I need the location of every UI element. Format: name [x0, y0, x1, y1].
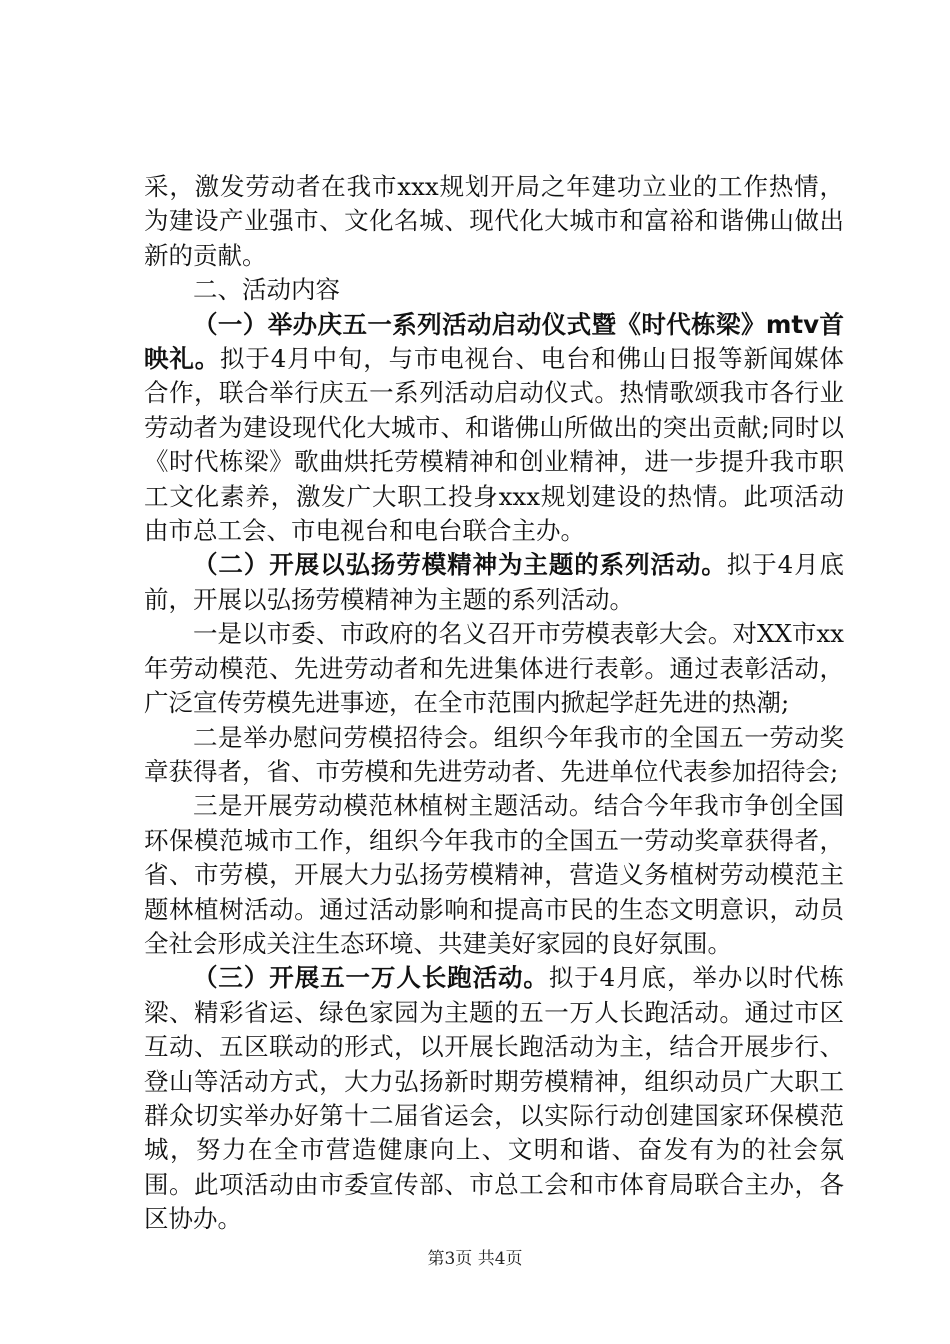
paragraph-text: 采，激发劳动者在我市xxx规划开局之年建功立业的工作热情，为建设产业强市、文化名城、现代化大城市和富裕和谐佛山做出新的贡献。	[144, 172, 844, 270]
paragraph-subitem-3	[144, 789, 844, 961]
paragraph-intro-continued	[144, 170, 844, 273]
page-number-label: 第3页 共4页	[427, 1249, 523, 1269]
paragraph-text: 一是以市委、市政府的名义召开市劳模表彰大会。对XX市xx年劳动模范、先进劳动者和先进集体进行表彰。通过表彰活动，广泛宣传劳模先进事迹，在全市范围内掀起学赶先进的热潮;	[144, 619, 844, 718]
paragraph-item-1	[144, 308, 844, 549]
section-heading-activity-content	[144, 273, 844, 307]
paragraph-subitem-2	[144, 721, 844, 790]
paragraph-text: 拟于4月中旬，与市电视台、电台和佛山日报等新闻媒体合作，联合举行庆五一系列活动启动仪式。热情歌颂我市各行业劳动者为建设现代化大城市、和谐佛山所做出的突出贡献;同时以《时代栋梁》歌曲烘托劳模精神和创业精神，进一步提升我市职工文化素养，激发广大职工投身xxx规划建设的热情。此项活动由市总工会、市电视台和电台联合主办。	[144, 344, 844, 546]
paragraph-subitem-1	[144, 617, 844, 720]
section-heading-text: 二、活动内容	[193, 275, 340, 305]
paragraph-bold-lead: （一）举办庆五一系列活动启动仪式暨《时代栋梁》mtv首映礼。	[144, 309, 844, 374]
paragraph-item-2	[144, 548, 844, 617]
paragraph-bold-lead: （三）开展五一万人长跑活动。	[193, 963, 549, 993]
paragraph-text: 二是举办慰问劳模招待会。组织今年我市的全国五一劳动奖章获得者，省、市劳模和先进劳动者、先进单位代表参加招待会;	[144, 722, 844, 786]
page-footer	[0, 1244, 950, 1269]
paragraph-text: 拟于4月底，举办以时代栋梁、精彩省运、绿色家园为主题的五一万人长跑活动。通过市区互动、五区联动的形式，以开展长跑活动为主，结合开展步行、登山等活动方式，大力弘扬新时期劳模精神，组织动员广大职工群众切实举办好第十二届省运会，以实际行动创建国家环保模范城，努力在全市营造健康向上、文明和谐、奋发有为的社会氛围。此项活动由市委宣传部、市总工会和市体育局联合主办，各区协办。	[144, 963, 844, 1234]
paragraph-text: 拟于4月底前，开展以弘扬劳模精神为主题的系列活动。	[144, 550, 845, 614]
document-body	[144, 170, 844, 1237]
paragraph-bold-lead: （二）开展以弘扬劳模精神为主题的系列活动。	[193, 550, 727, 580]
paragraph-text: 三是开展劳动模范林植树主题活动。结合今年我市争创全国环保模范城市工作，组织今年我市的全国五一劳动奖章获得者，省、市劳模，开展大力弘扬劳模精神，营造义务植树劳动模范主题林植树活动。通过活动影响和提高市民的生态文明意识，动员全社会形成关注生态环境、共建美好家园的良好氛围。	[144, 791, 844, 958]
paragraph-item-3	[144, 961, 844, 1236]
